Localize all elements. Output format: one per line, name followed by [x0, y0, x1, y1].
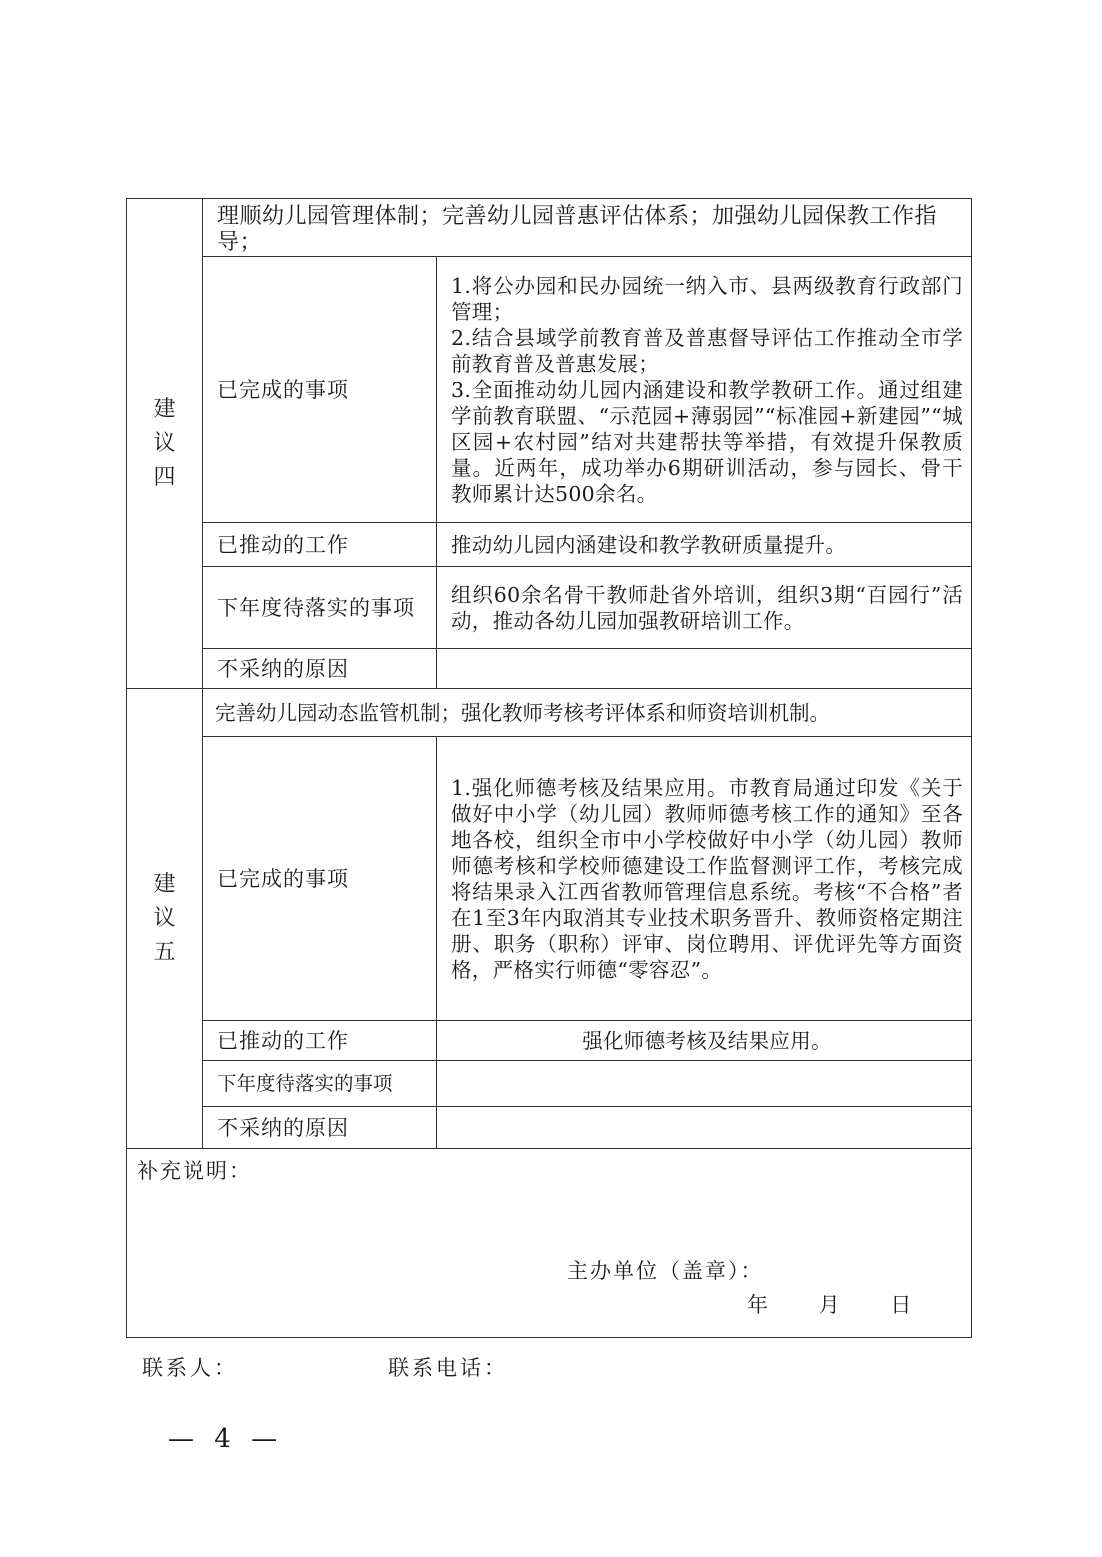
s5-rejected-label: 不采纳的原因	[203, 1107, 437, 1149]
s4-next-year-label: 下年度待落实的事项	[203, 567, 437, 649]
s5-promoted-label: 已推动的工作	[203, 1021, 437, 1061]
page-number: — 4 —	[168, 1424, 284, 1454]
s4-rejected-label: 不采纳的原因	[203, 649, 437, 689]
s5-rejected-text	[437, 1107, 972, 1149]
s4-completed-content	[437, 257, 972, 523]
s4-completed-label: 已完成的事项	[203, 257, 437, 523]
s4-promoted-text: 推动幼儿园内涵建设和教学教研质量提升。	[437, 523, 972, 567]
s5-title: 完善幼儿园动态监管机制；强化教师考核考评体系和师资培训机制。	[203, 689, 972, 737]
s4-promoted-row	[127, 523, 972, 567]
s5-promoted-row	[127, 1021, 972, 1061]
contact-phone-label: 联系电话：	[388, 1356, 508, 1380]
s4-rejected-text	[437, 649, 972, 689]
s5-label: 建 议 五	[127, 689, 203, 1149]
s5-completed-label: 已完成的事项	[203, 737, 437, 1021]
date-line	[747, 1289, 955, 1319]
note-cell	[127, 1149, 972, 1338]
feedback-form-table	[126, 198, 972, 1338]
contact-person-label: 联系人：	[142, 1356, 238, 1380]
s4-title: 理顺幼儿园管理体制；完善幼儿园普惠评估体系；加强幼儿园保教工作指导；	[203, 199, 972, 257]
s4-promoted-label: 已推动的工作	[203, 523, 437, 567]
s5-completed-content	[437, 737, 972, 1021]
s4-next-year-row	[127, 567, 972, 649]
s4-label: 建 议 四	[127, 199, 203, 689]
s4-rejected-row	[127, 649, 972, 689]
s5-promoted-text: 强化师德考核及结果应用。	[437, 1021, 972, 1061]
s5-title-row	[127, 689, 972, 737]
s4-completed-row	[127, 257, 972, 523]
s5-next-year-text	[437, 1061, 972, 1107]
seal-label: 主办单位（盖章）：	[567, 1259, 764, 1283]
s4-title-row	[127, 199, 972, 257]
s4-next-year-text: 组织60余名骨干教师赴省外培训，组织3期“百园行”活动，推动各幼儿园加强教研培训工作。	[437, 567, 972, 649]
s4-completed-item: 1.将公办园和民办园统一纳入市、县两级教育行政部门管理；	[451, 273, 964, 324]
s5-completed-row	[127, 737, 972, 1021]
date-month: 月	[818, 1293, 840, 1317]
note-label: 补充说明：	[137, 1159, 252, 1183]
s5-completed-item: 1.强化师德考核及结果应用。市教育局通过印发《关于做好中小学（幼儿园）教师师德考核工作的通知》至各地各校，组织全市中小学校做好中小学（幼儿园）教师师德考核和学校师德建设工作监督测评工作，考核完成将结果录入江西省教师管理信息系统。考核“不合格”者在1至3年内取消其专业技术职务晋升、教师资格定期注册、职务（职称）评审、岗位聘用、评优评先等方面资格，严格实行师德“零容忍”。	[451, 775, 964, 982]
s5-next-year-label: 下年度待落实的事项	[203, 1061, 437, 1107]
note-row	[127, 1149, 972, 1338]
date-year: 年	[747, 1293, 768, 1317]
s5-next-year-row	[127, 1061, 972, 1107]
s4-completed-item: 3.全面推动幼儿园内涵建设和教学教研工作。通过组建学前教育联盟、“示范园+薄弱园”“标准园+新建园”“城区园+农村园”结对共建帮扶等举措，有效提升保教质量。近两年，成功举办6期研训活动，参与园长、骨干教师累计达500余名。	[451, 377, 964, 506]
date-day: 日	[890, 1293, 912, 1317]
s4-completed-item: 2.结合县域学前教育普及普惠督导评估工作推动全市学前教育普及普惠发展；	[451, 325, 964, 376]
s5-rejected-row	[127, 1107, 972, 1149]
